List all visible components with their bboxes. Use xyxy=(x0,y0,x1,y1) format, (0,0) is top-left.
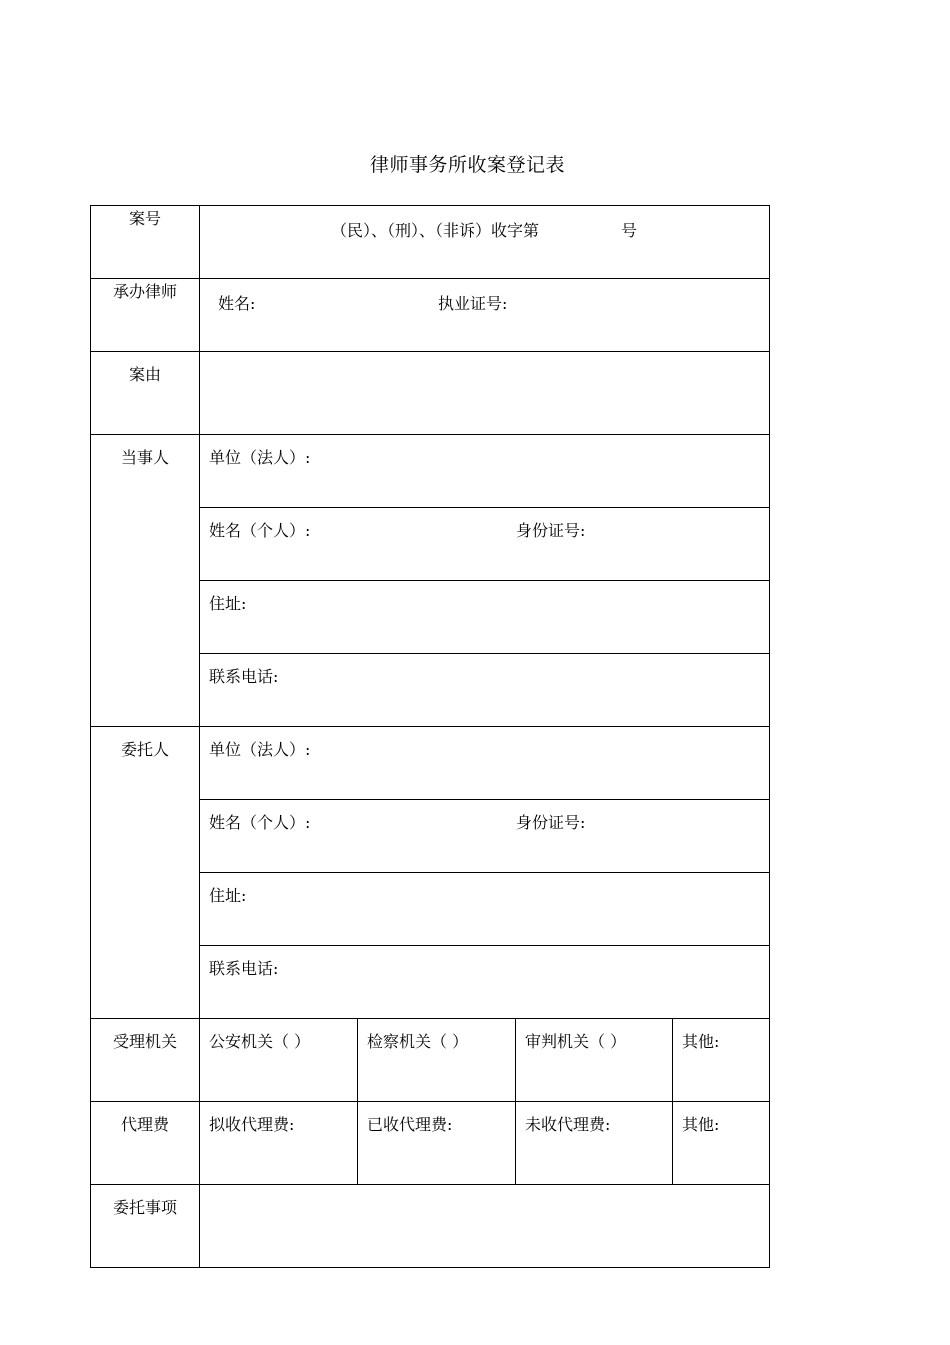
case-number-field[interactable] xyxy=(200,206,770,279)
client-name-label: 姓名（个人）: xyxy=(209,813,311,832)
authority-option-other[interactable]: 其他: xyxy=(673,1019,770,1102)
authority-option-procuratorate[interactable]: 检察机关（ ） xyxy=(358,1019,516,1102)
client-name-field[interactable] xyxy=(200,800,770,873)
form-title: 律师事务所收案登记表 xyxy=(369,154,565,176)
client-address-label: 住址: xyxy=(209,886,247,905)
client-phone-field[interactable] xyxy=(200,946,770,1019)
case-number-label: 案号 xyxy=(91,206,200,279)
client-address-field[interactable] xyxy=(200,873,770,946)
lawyer-name-label: 姓名: xyxy=(218,294,256,313)
fee-label: 代理费 xyxy=(91,1102,200,1185)
fee-outstanding[interactable]: 未收代理费: xyxy=(516,1102,673,1185)
lawyer-field[interactable] xyxy=(200,279,770,352)
row-matters xyxy=(91,1185,770,1268)
matters-label: 委托事项 xyxy=(91,1185,200,1268)
lawyer-label: 承办律师 xyxy=(91,279,200,352)
fee-other[interactable]: 其他: xyxy=(673,1102,770,1185)
party-address-label: 住址: xyxy=(209,594,247,613)
client-unit-label: 单位（法人）: xyxy=(209,740,311,759)
party-unit-field[interactable] xyxy=(200,435,770,508)
row-fee xyxy=(91,1102,770,1185)
registration-table xyxy=(90,205,770,1268)
row-case-number xyxy=(91,206,770,279)
client-id-label: 身份证号: xyxy=(516,813,586,832)
row-authority xyxy=(91,1019,770,1102)
authority-option-court[interactable]: 审判机关（ ） xyxy=(516,1019,673,1102)
client-unit-field[interactable] xyxy=(200,727,770,800)
party-label: 当事人 xyxy=(91,435,200,727)
cause-field[interactable] xyxy=(200,352,770,435)
case-number-text: （民）、（刑）、（非诉）收字第 xyxy=(331,221,540,240)
row-lawyer xyxy=(91,279,770,352)
authority-label: 受理机关 xyxy=(91,1019,200,1102)
fee-received[interactable]: 已收代理费: xyxy=(358,1102,516,1185)
party-name-label: 姓名（个人）: xyxy=(209,521,311,540)
matters-field[interactable] xyxy=(200,1185,770,1268)
case-number-suffix: 号 xyxy=(621,221,638,240)
fee-planned[interactable]: 拟收代理费: xyxy=(200,1102,358,1185)
row-cause xyxy=(91,352,770,435)
party-id-label: 身份证号: xyxy=(516,521,586,540)
lawyer-license-label: 执业证号: xyxy=(438,294,508,313)
party-address-field[interactable] xyxy=(200,581,770,654)
client-phone-label: 联系电话: xyxy=(209,959,279,978)
party-unit-label: 单位（法人）: xyxy=(209,448,311,467)
row-client-unit xyxy=(91,727,770,800)
client-label: 委托人 xyxy=(91,727,200,1019)
row-party-unit xyxy=(91,435,770,508)
party-phone-label: 联系电话: xyxy=(209,667,279,686)
cause-label: 案由 xyxy=(91,352,200,435)
party-phone-field[interactable] xyxy=(200,654,770,727)
party-name-field[interactable] xyxy=(200,508,770,581)
authority-option-police[interactable]: 公安机关（ ） xyxy=(200,1019,358,1102)
